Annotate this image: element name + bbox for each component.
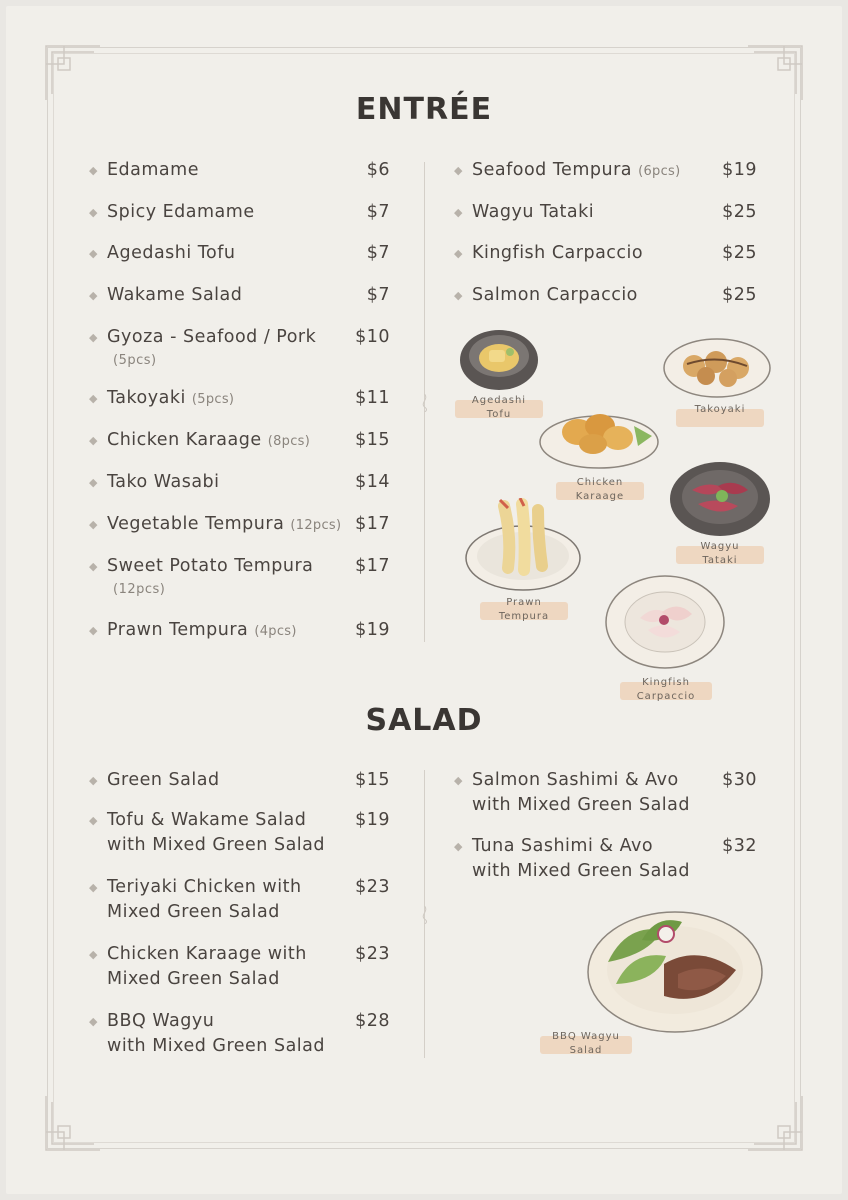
- item-name: Salmon Carpaccio: [472, 285, 638, 305]
- item-price: $19: [722, 160, 757, 180]
- item-price: $14: [355, 472, 390, 492]
- menu-item: [89, 285, 243, 305]
- dish-label: Prawn Tempura: [480, 596, 568, 624]
- item-name: Spicy Edamame: [107, 202, 255, 222]
- item-price: $6: [366, 160, 390, 180]
- item-description: with Mixed Green Salad: [472, 795, 690, 815]
- item-price: $17: [355, 514, 390, 534]
- item-price: $25: [722, 285, 757, 305]
- menu-item: [454, 285, 638, 305]
- item-description: Mixed Green Salad: [107, 902, 280, 922]
- menu-item: [454, 202, 595, 222]
- item-price: $7: [366, 243, 390, 263]
- menu-item: [89, 202, 255, 222]
- diamond-bullet-icon: ◆: [89, 948, 98, 961]
- diamond-bullet-icon: ◆: [454, 164, 463, 177]
- agedashi-tofu-illustration: [458, 328, 540, 392]
- prawn-tempura-illustration: [464, 498, 582, 592]
- menu-item: [454, 160, 681, 180]
- item-price: $32: [722, 836, 757, 856]
- diamond-bullet-icon: ◆: [454, 247, 463, 260]
- diamond-bullet-icon: ◆: [89, 331, 98, 344]
- item-portion: (6pcs): [638, 164, 681, 179]
- menu-item: [89, 388, 235, 408]
- item-portion: (5pcs): [113, 353, 157, 368]
- item-name: Takoyaki: [107, 388, 186, 408]
- takoyaki-illustration: [662, 336, 772, 400]
- item-price: $23: [355, 944, 390, 964]
- diamond-bullet-icon: ◆: [89, 624, 98, 637]
- item-portion: (12pcs): [290, 518, 342, 533]
- bbq-wagyu-salad-illustration: [586, 904, 764, 1036]
- item-name: Tuna Sashimi & Avo: [472, 836, 654, 856]
- dish-label: Takoyaki: [676, 403, 764, 417]
- diamond-bullet-icon: ◆: [89, 247, 98, 260]
- wagyu-tataki-illustration: [668, 460, 772, 538]
- entree-column-divider: [424, 162, 425, 642]
- dish-label: Agedashi Tofu: [455, 394, 543, 422]
- menu-item: [89, 1011, 325, 1056]
- item-portion: (4pcs): [254, 624, 297, 639]
- item-price: $15: [355, 770, 390, 790]
- item-name: Prawn Tempura: [107, 620, 249, 640]
- diamond-bullet-icon: ◆: [89, 560, 98, 573]
- item-name: Salmon Sashimi & Avo: [472, 770, 679, 790]
- item-description: Mixed Green Salad: [107, 969, 280, 989]
- salad-column-divider: [424, 770, 425, 1058]
- menu-item: [89, 944, 307, 989]
- item-price: $11: [355, 388, 390, 408]
- item-name: Gyoza - Seafood / Pork: [107, 327, 317, 347]
- item-description: with Mixed Green Salad: [472, 861, 690, 881]
- item-portion: (5pcs): [191, 392, 235, 407]
- diamond-bullet-icon: ◆: [89, 392, 98, 405]
- menu-item: [89, 327, 317, 368]
- diamond-bullet-icon: ◆: [454, 206, 463, 219]
- dish-label: Wagyu Tataki: [676, 540, 764, 568]
- menu-item: [454, 243, 644, 263]
- item-description: with Mixed Green Salad: [107, 1036, 325, 1056]
- item-description: with Mixed Green Salad: [107, 835, 325, 855]
- item-name: Teriyaki Chicken with: [107, 877, 302, 897]
- item-name: Chicken Karaage: [107, 430, 262, 450]
- diamond-bullet-icon: ◆: [89, 476, 98, 489]
- diamond-bullet-icon: ◆: [454, 774, 463, 787]
- menu-item: [89, 243, 236, 263]
- salad-title: SALAD: [365, 703, 483, 738]
- item-name: BBQ Wagyu: [107, 1011, 215, 1031]
- corner-ornament-bottom-right: [746, 1094, 804, 1152]
- dish-label: Chicken Karaage: [556, 476, 644, 504]
- menu-item: [454, 770, 690, 815]
- dish-label: BBQ Wagyu Salad: [540, 1030, 632, 1058]
- item-price: $17: [355, 556, 390, 576]
- item-price: $7: [366, 202, 390, 222]
- diamond-bullet-icon: ◆: [89, 164, 98, 177]
- entree-title: ENTRÉE: [355, 92, 493, 127]
- diamond-bullet-icon: ◆: [454, 289, 463, 302]
- item-price: $19: [355, 810, 390, 830]
- menu-item: [89, 770, 220, 790]
- item-name: Wakame Salad: [107, 285, 243, 305]
- item-price: $30: [722, 770, 757, 790]
- item-name: Agedashi Tofu: [107, 243, 236, 263]
- item-name: Tofu & Wakame Salad: [107, 810, 307, 830]
- diamond-bullet-icon: ◆: [89, 881, 98, 894]
- menu-item: [89, 472, 220, 492]
- item-price: $23: [355, 877, 390, 897]
- menu-item: [89, 430, 311, 450]
- menu-item: [89, 877, 302, 922]
- diamond-bullet-icon: ◆: [89, 774, 98, 787]
- item-name: Chicken Karaage with: [107, 944, 307, 964]
- item-price: $10: [355, 327, 390, 347]
- diamond-bullet-icon: ◆: [89, 206, 98, 219]
- menu-item: [89, 556, 314, 597]
- item-price: $15: [355, 430, 390, 450]
- item-portion: (12pcs): [113, 582, 166, 597]
- menu-item: [89, 810, 325, 855]
- menu-item: [89, 160, 199, 180]
- diamond-bullet-icon: ◆: [89, 434, 98, 447]
- menu-item: [454, 836, 690, 881]
- item-name: Tako Wasabi: [107, 472, 220, 492]
- diamond-bullet-icon: ◆: [89, 289, 98, 302]
- corner-ornament-bottom-left: [44, 1094, 102, 1152]
- diamond-bullet-icon: ◆: [89, 814, 98, 827]
- diamond-bullet-icon: ◆: [454, 840, 463, 853]
- dish-label: Kingfish Carpaccio: [620, 676, 712, 704]
- item-price: $25: [722, 202, 757, 222]
- item-price: $25: [722, 243, 757, 263]
- diamond-bullet-icon: ◆: [89, 518, 98, 531]
- item-name: Vegetable Tempura: [107, 514, 285, 534]
- item-name: Wagyu Tataki: [472, 202, 595, 222]
- item-price: $19: [355, 620, 390, 640]
- item-name: Seafood Tempura: [472, 160, 632, 180]
- kingfish-carpaccio-illustration: [604, 574, 726, 670]
- chicken-karaage-illustration: [538, 402, 660, 472]
- item-name: Edamame: [107, 160, 199, 180]
- diamond-bullet-icon: ◆: [89, 1015, 98, 1028]
- item-name: Green Salad: [107, 770, 220, 790]
- menu-item: [89, 620, 297, 640]
- item-portion: (8pcs): [267, 434, 311, 449]
- item-price: $7: [366, 285, 390, 305]
- item-price: $28: [355, 1011, 390, 1031]
- item-name: Sweet Potato Tempura: [107, 556, 314, 576]
- menu-item: [89, 514, 342, 534]
- item-name: Kingfish Carpaccio: [472, 243, 644, 263]
